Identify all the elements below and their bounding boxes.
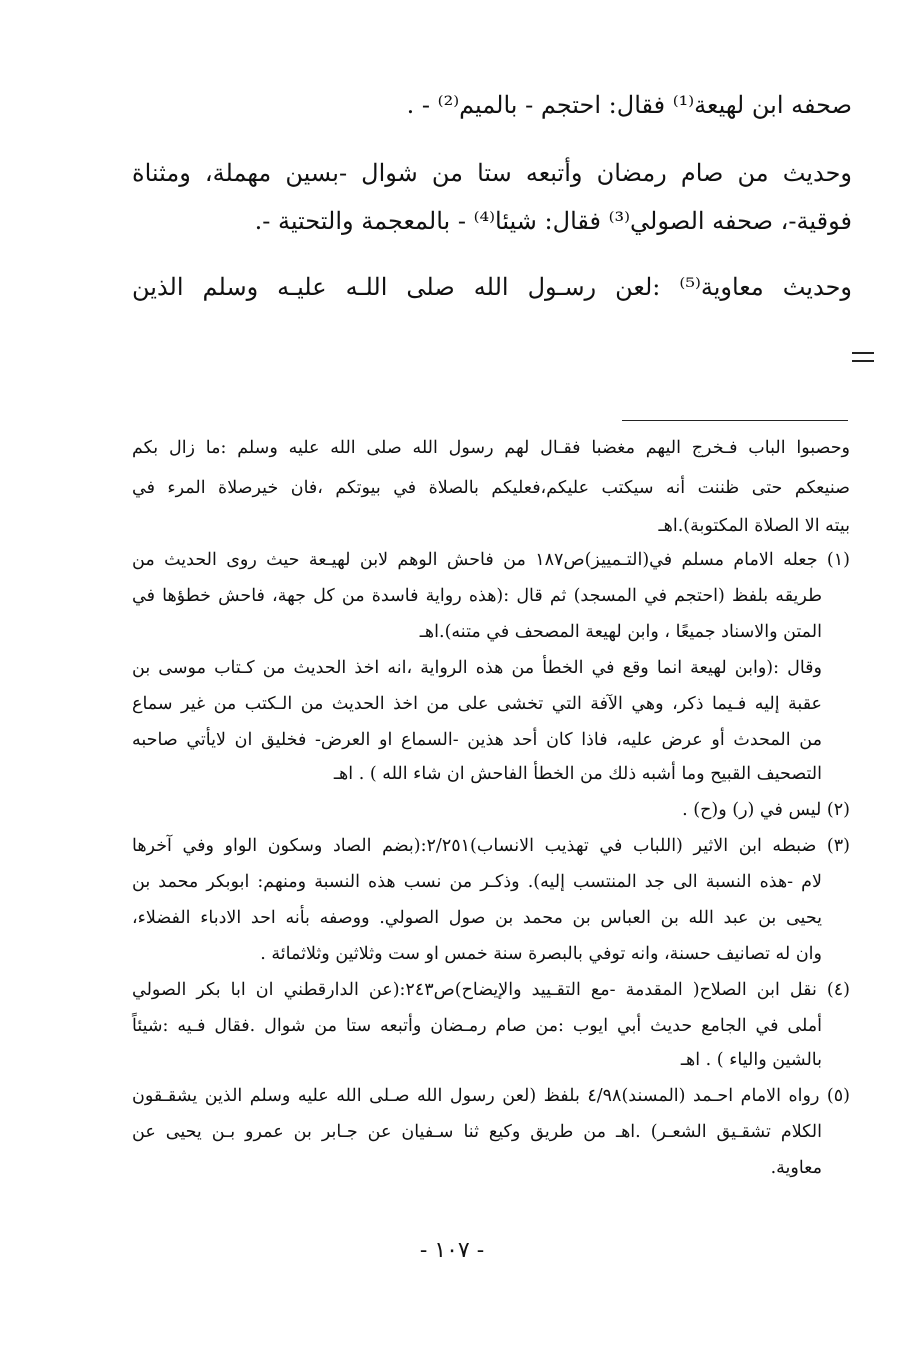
margin-mark — [852, 352, 874, 362]
footnote-line: وان له تصانيف حسنة، وانه توفي بالبصرة سنة خمس او ست وثلاثين وثلاثمائة . — [260, 944, 822, 964]
footnote-4: (٤) نقل ابن الصلاح( المقدمة -مع التقـييد والإيضاح)ص٢٤٣:(عن الدارقطني ان ابا بكر الصولي — [132, 980, 850, 1000]
footnote-5: (٥) رواه الامام احـمد (المسند)٤/٩٨ بلفظ (لعن رسول الله صـلى الله عليه وسلم الذين يشقـقون — [132, 1086, 850, 1106]
footnote-line: وقال :(وابن لهيعة انما وقع في الخطأ من هذه الرواية ،انه اخذ الحديث من كـتاب موسى بن — [132, 658, 822, 678]
footnote-line: من المحدث أو عرض عليه، فاذا كان أحد هذين -السماع او العرض- فخليق ان لايأتي صاحبه — [132, 730, 822, 750]
footnote-line: طريقه بلفظ (احتجم في المسجد) ثم قال :(هذه رواية فاسدة من كل جهة، فاحش خطؤها في — [132, 586, 822, 606]
footnote-separator — [622, 420, 848, 421]
footnote-line: بالشين والياء ) . اهـ — [680, 1050, 822, 1070]
main-line-3: فوقية-، صحفه الصولي⁽³⁾ فقال: شيئا⁽⁴⁾ - بالمعجمة والتحتية -. — [254, 207, 852, 235]
footnote-line: معاوية. — [770, 1158, 822, 1178]
footnote-3: (٣) ضبطه ابن الاثير (اللباب في تهذيب الانساب)٢/٢٥١:(بضم الصاد وسكون الواو وفي آخرها — [132, 836, 850, 856]
footnote-2: (٢) ليس في (ر) و(ح) . — [682, 800, 850, 820]
main-line-4: وحديث معاوية⁽⁵⁾ :لعن رسـول الله صلى اللـه عليـه وسلم الذين — [132, 273, 852, 301]
footnote-line: أملى في الجامع حديث أبي ايوب :من صام رمـضان وأتبعه ستا من شوال .فقال فـيه :شيئاً — [132, 1016, 822, 1036]
footnote-line: لام -هذه النسبة الى جد المنتسب إليه). وذكـر من نسب هذه النسبة ومنهم: ابوبكر محمد بن — [132, 872, 822, 892]
footnote-line: الكلام تشقـيق الشعـر) .اهـ من طريق وكيع ثنا سـفيان عن جـابر بن عمرو بـن يحيى عن — [132, 1122, 822, 1142]
footnote-line: عقبة إليه فـيما ذكر، وهي الآفة التي تخشى على من اخذ الحديث من الـكتب من غير سماع — [132, 694, 822, 714]
footnote-line: بيته الا الصلاة المكتوبة).اهـ — [658, 516, 850, 536]
footnote-line: التصحيف القبيح وما أشبه ذلك من الخطأ الفاحش ان شاء الله ) . اهـ — [333, 764, 822, 784]
footnote-line: صنيعكم حتى ظننت أنه سيكتب عليكم،فعليكم بالصلاة في بيوتكم ،فان خيرصلاة المرء في — [132, 478, 850, 498]
footnote-line: وحصبوا الباب فـخرج اليهم مغضبا فقـال لهم رسول الله صلى الله عليه وسلم :ما زال بكم — [132, 438, 850, 458]
main-line-1: صحفه ابن لهيعة⁽¹⁾ فقال: احتجم - بالميم⁽²⁾ - . — [406, 91, 852, 119]
page-number: - ١٠٧ - — [419, 1238, 485, 1263]
footnote-1: (١) جعله الامام مسلم في(التـمييز)ص١٨٧ من فاحش الوهم لابن لهيـعة حيث روى الحديث من — [132, 550, 850, 570]
main-line-2: وحديث من صام رمضان وأتبعه ستا من شوال -بسين مهملة، ومثناة — [132, 159, 852, 187]
footnote-line: المتن والاسناد جميعًا ، وابن لهيعة المصحف في متنه).اهـ — [419, 622, 822, 642]
footnote-line: يحيى بن عبد الله بن العباس بن محمد بن صول الصولي. ووصفه بأنه احد الادباء الفضلاء، — [132, 908, 822, 928]
